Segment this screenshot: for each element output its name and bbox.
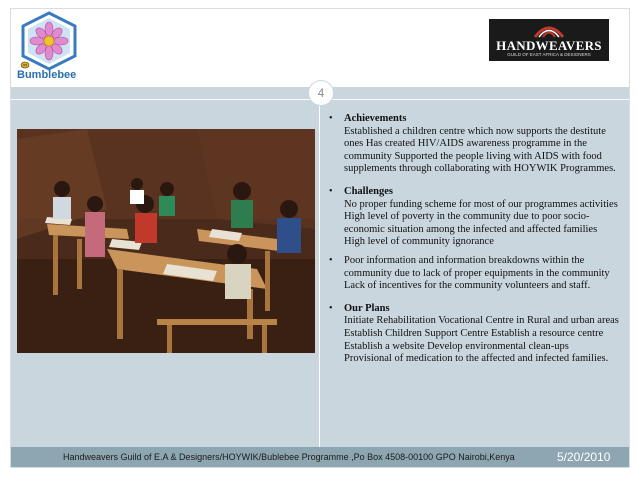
section-body: Established a children centre which now supports the destitute ones Has created HIV/AIDS awareness programme in the community Supported the people living with AIDS with food supplements through collaborating with HOYWIK Programmes.	[344, 125, 616, 175]
section-heading: Our Plans	[344, 302, 390, 314]
section-our-plans	[329, 303, 619, 366]
bullet-icon: •	[329, 113, 333, 124]
section-body: Poor information and information breakdowns within the community due to lack of proper equipments in the community Lack of incentives for the community volunteers and staff.	[344, 254, 610, 292]
section-challenges-continued	[329, 255, 619, 293]
footer-text: Handweavers Guild of E.A & Designers/HOYWIK/Bublebee Programme ,Po Box 4508-00100 GPO Nairobi,Kenya	[63, 452, 515, 462]
section-body: No proper funding scheme for most of our programmes activities High level of poverty in the community due to poor socio-economic situation among the infected and affected families High level of community ignorance	[344, 198, 618, 248]
footer-date: 5/20/2010	[557, 450, 611, 464]
section-heading: Challenges	[344, 185, 394, 197]
bullet-icon: •	[329, 302, 333, 314]
slide	[10, 8, 630, 468]
section-body: Initiate Rehabilitation Vocational Centre in Rural and urban areas Establish Children Support Centre Establish a resource centre Establish a website Develop environmental clean-ups Provisional of medication to the affected and infected families.	[344, 315, 619, 365]
handweavers-logo	[489, 19, 609, 61]
handweavers-emblem-icon	[489, 19, 609, 39]
bullet-icon: •	[329, 185, 333, 197]
bumblebee-logo-text: Bumblebee	[17, 69, 77, 81]
handweavers-logo-tagline: GUILD OF EAST AFRICA & DESIGNERS	[507, 52, 591, 57]
slide-header	[11, 9, 629, 87]
content-text	[329, 113, 619, 376]
section-challenges	[329, 186, 619, 249]
handweavers-logo-name: HANDWEAVERS	[496, 38, 602, 53]
section-heading: Achievements	[344, 113, 407, 124]
section-achievements	[329, 113, 619, 176]
page-number: 4	[308, 80, 334, 106]
classroom-photo	[17, 129, 315, 353]
vertical-divider	[319, 87, 320, 447]
slide-footer	[11, 447, 629, 467]
bullet-icon: •	[329, 254, 333, 266]
